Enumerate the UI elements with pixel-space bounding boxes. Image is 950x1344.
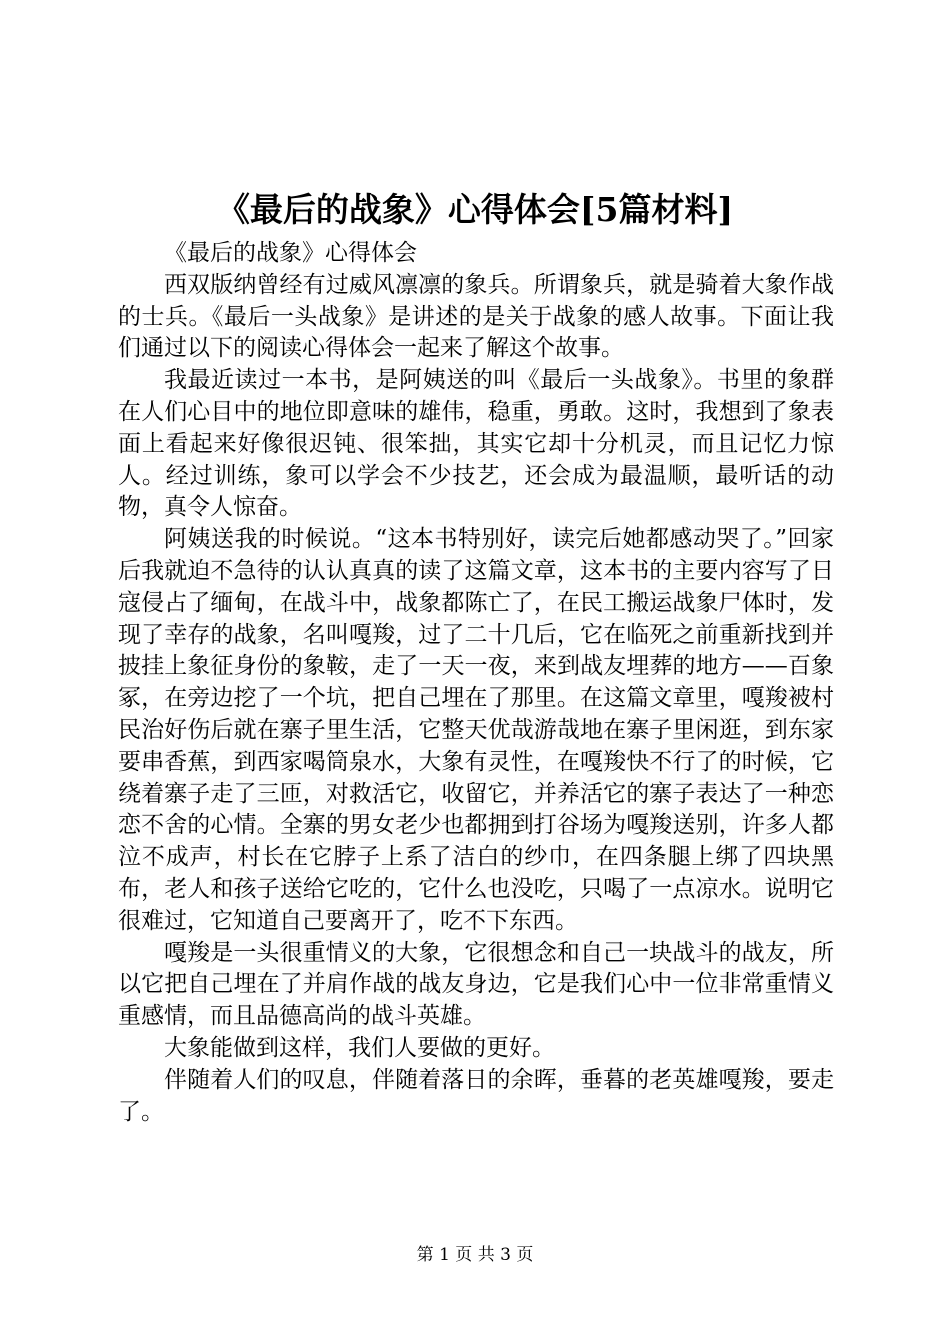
paragraph: 大象能做到这样，我们人要做的更好。 <box>164 1034 555 1061</box>
paragraph: 嘎羧是一头很重情义的大象，它很想念和自己一块战斗的战友，所以它把自己埋在了并肩作战的战友身边，它是我们心中一位非常重情义重感情，而且品德高尚的战斗英雄。 <box>118 939 834 1030</box>
paragraph-subtitle: 《最后的战象》心得体会 <box>164 240 417 266</box>
document-title: 《最后的战象》心得体会[5篇材料] <box>216 190 734 229</box>
paragraph: 阿姨送我的时候说。“这本书特别好，读完后她都感动哭了。”回家后我就迫不急待的认认真真的读了这篇文章，这本书的主要内容写了日寇侵占了缅甸，在战斗中，战象都陈亡了，在民工搬运战象尸体时，发现了幸存的战象，名叫嘎羧，过了二十几后，它在临死之前重新找到并披挂上象征身份的象鞍，走了一天一夜，来到战友埋葬的地方——百象冢，在旁边挖了一个坑，把自己埋在了那里。在这篇文章里，嘎羧被村民治好伤后就在寨子里生活，它整天优哉游哉地在寨子里闲逛，到东家要串香蕉，到西家喝筒泉水，大象有灵性，在嘎羧快不行了的时候，它绕着寨子走了三匝，对救活它，收留它，并养活它的寨子表达了一种恋恋不舍的心情。全寨的男女老少也都拥到打谷场为嘎羧送别，许多人都泣不成声，村长在它脖子上系了洁白的纱巾，在四条腿上绑了四块黑布，老人和孩子送给它吃的，它什么也没吃，只喝了一点凉水。说明它很难过，它知道自己要离开了，吃不下东西。 <box>118 526 834 934</box>
document-body <box>118 238 834 1128</box>
page-footer <box>0 1240 950 1265</box>
paragraph: 我最近读过一本书，是阿姨送的叫《最后一头战象》。书里的象群在人们心目中的地位即意味的雄伟，稳重，勇敢。这时，我想到了象表面上看起来好像很迟钝、很笨拙，其实它却十分机灵，而且记忆力惊人。经过训练，象可以学会不少技艺，还会成为最温顺，最听话的动物，真令人惊奋。 <box>118 367 834 521</box>
paragraph: 西双版纳曾经有过威风凛凛的象兵。所谓象兵，就是骑着大象作战的士兵。《最后一头战象》是讲述的是关于战象的感人故事。下面让我们通过以下的阅读心得体会一起来了解这个故事。 <box>118 271 834 362</box>
paragraph: 伴随着人们的叹息，伴随着落日的余晖，垂暮的老英雄嘎羧，要走了。 <box>118 1066 834 1125</box>
page-number-label: 第 1 页 共 3 页 <box>416 1245 534 1265</box>
